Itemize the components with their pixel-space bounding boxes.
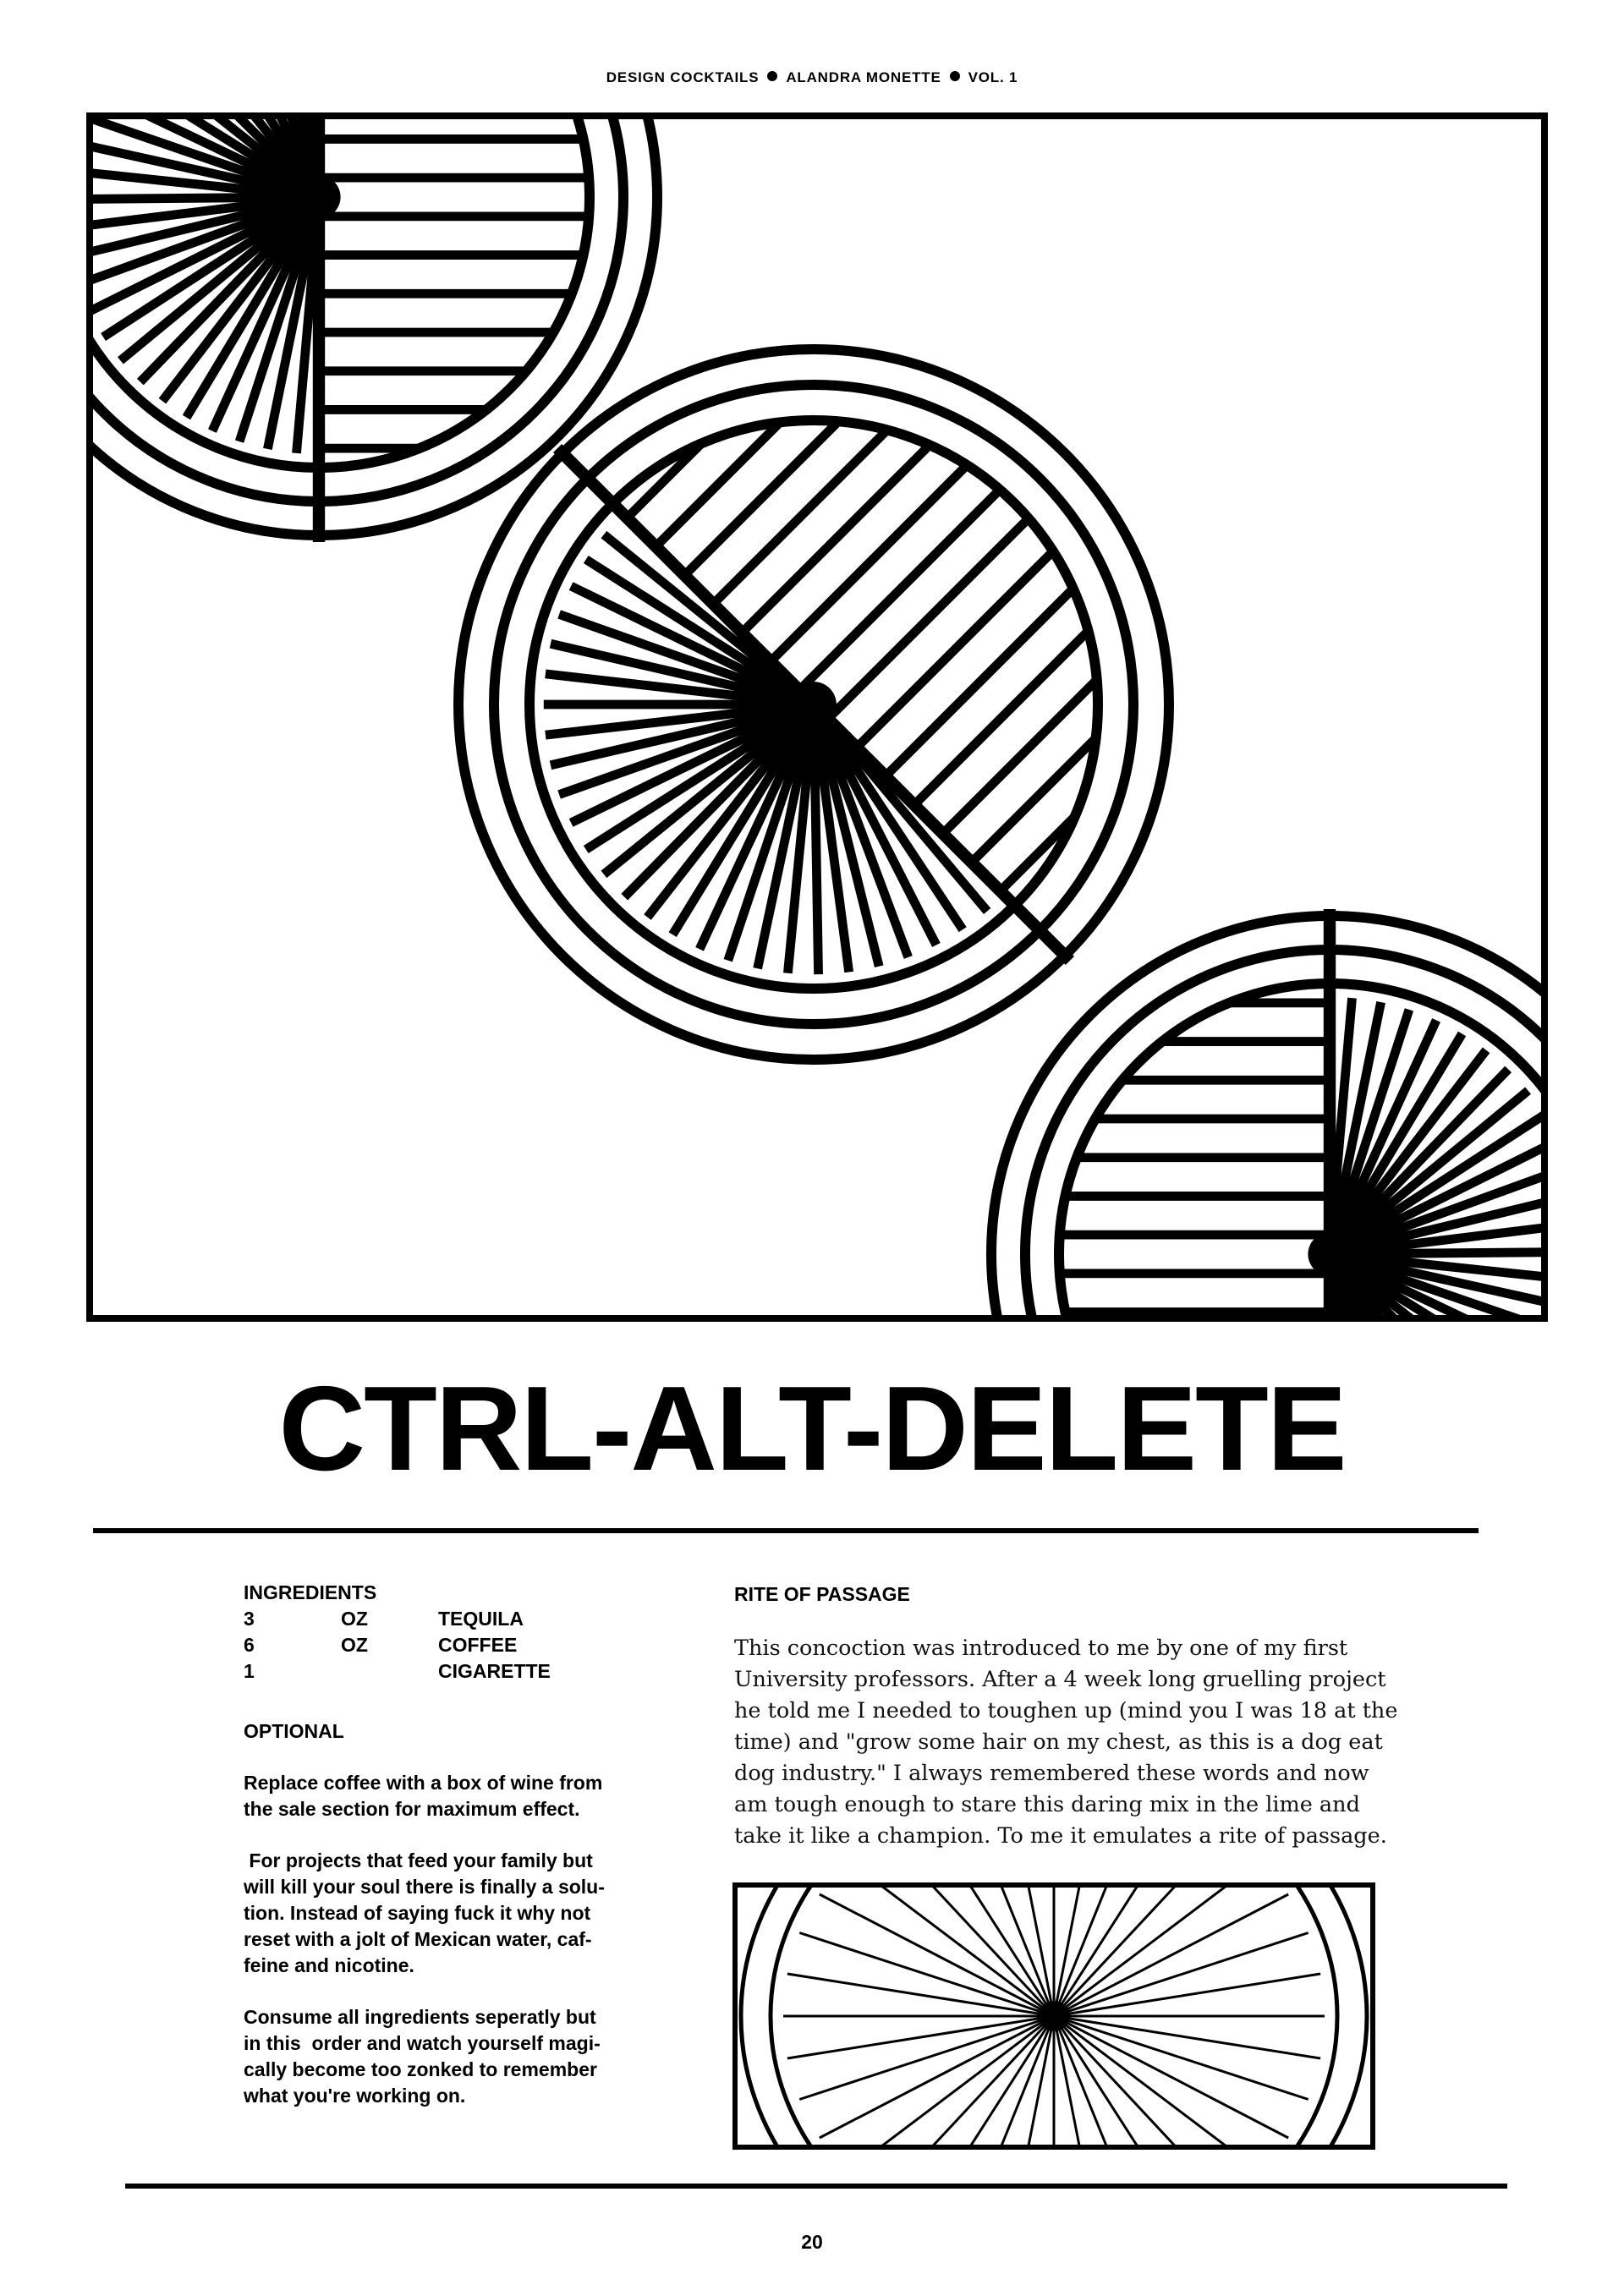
text-line: This concoction was introduced to me by one of my first xyxy=(734,1636,1348,1661)
text-line: University professors. After a 4 week long gruelling project xyxy=(734,1667,1386,1692)
rite-column xyxy=(734,1581,1402,1852)
lime-slices-illustration xyxy=(86,112,1548,1322)
ingredient-row xyxy=(244,1632,683,1658)
ingredient-name: TEQUILA xyxy=(438,1608,524,1630)
text-line: in this order and watch yourself magi- xyxy=(244,2032,601,2054)
ray xyxy=(86,197,303,199)
header-publication: DESIGN COCKTAILS xyxy=(606,69,760,85)
text-line: dog industry." I always remembered these words and now xyxy=(734,1761,1369,1786)
text-line: Replace coffee with a box of wine from xyxy=(244,1772,603,1794)
rays xyxy=(86,112,317,453)
ingredient-unit: OZ xyxy=(341,1608,368,1630)
sunburst-ray xyxy=(847,1882,1054,2016)
ingredient-quantity: 3 xyxy=(244,1608,255,1630)
ray xyxy=(1346,1252,1548,1253)
stripe xyxy=(742,432,943,633)
text-line: he told me I needed to toughen up (mind you I was 18 at the xyxy=(734,1698,1398,1723)
text-line: what you're working on. xyxy=(244,2085,466,2107)
text-line: am tough enough to stare this daring mix in the lime and xyxy=(734,1792,1360,1817)
ingredient-quantity: 6 xyxy=(244,1634,255,1656)
ingredient-name: CIGARETTE xyxy=(438,1660,551,1682)
stripe xyxy=(828,518,1029,719)
ingredients-list xyxy=(244,1606,683,1685)
text-line: will kill your soul there is finally a solu- xyxy=(244,1876,605,1898)
sunburst-ray xyxy=(1054,2016,1261,2150)
rite-heading: RITE OF PASSAGE xyxy=(734,1583,910,1605)
ingredients-column xyxy=(244,1580,683,2109)
text-line: take it like a champion. To me it emulates a rite of passage. xyxy=(734,1823,1387,1849)
optional-paragraph xyxy=(244,1770,683,1822)
ingredient-name: COFFEE xyxy=(438,1634,518,1656)
lime-slice-1 xyxy=(86,112,657,542)
stripe xyxy=(799,489,1001,690)
text-line: feine and nicotine. xyxy=(244,1954,414,1976)
ingredients-heading: INGREDIENTS xyxy=(244,1581,377,1603)
text-line: cally become too zonked to remember xyxy=(244,2058,597,2080)
text-line: reset with a jolt of Mexican water, caf- xyxy=(244,1928,592,1950)
bullet-dot-icon xyxy=(767,71,777,81)
text-line: tion. Instead of saying fuck it why not xyxy=(244,1902,591,1924)
sunburst-ray xyxy=(1054,1882,1261,2016)
title-divider xyxy=(93,1528,1479,1533)
stripe xyxy=(857,546,1058,748)
ingredient-row xyxy=(244,1606,683,1632)
footer-divider xyxy=(125,2184,1507,2189)
stripe xyxy=(886,575,1087,776)
rays xyxy=(1331,998,1548,1322)
cocktail-title: CTRL-ALT-DELETE xyxy=(278,1362,1346,1496)
lime-slice-3 xyxy=(991,909,1548,1322)
header-author: ALANDRA MONETTE xyxy=(786,69,941,85)
ingredient-unit: OZ xyxy=(341,1634,368,1656)
lime-slice-2 xyxy=(306,197,1321,1212)
bullet-dot-icon xyxy=(950,71,960,81)
optional-paragraph xyxy=(244,2004,683,2109)
sunburst-illustration-frame xyxy=(732,1882,1375,2150)
running-header xyxy=(0,69,1624,86)
cut-line xyxy=(313,112,325,542)
ingredient-quantity: 1 xyxy=(244,1660,255,1682)
sunburst-center xyxy=(1039,2001,1069,2031)
header-volume: VOL. 1 xyxy=(968,69,1018,85)
text-line: For projects that feed your family but xyxy=(244,1849,593,1871)
cut-line xyxy=(1324,909,1336,1322)
optional-heading: OPTIONAL xyxy=(244,1720,344,1742)
optional-text xyxy=(244,1770,683,2109)
sunburst-ray xyxy=(847,2016,1054,2150)
stripe xyxy=(771,461,972,662)
sunburst-illustration xyxy=(732,1882,1375,2150)
middle-ring xyxy=(86,112,623,501)
optional-paragraph xyxy=(244,1848,683,1979)
text-line: the sale section for maximum effect. xyxy=(244,1798,580,1820)
page-number: 20 xyxy=(801,2231,823,2253)
rite-body-text xyxy=(734,1633,1402,1852)
ingredient-unit xyxy=(341,1658,438,1685)
cocktail-illustration-frame xyxy=(86,112,1548,1322)
text-line: Consume all ingredients seperatly but xyxy=(244,2006,596,2028)
text-line: time) and "grow some hair on my chest, as this is a dog eat xyxy=(734,1729,1383,1755)
ingredient-row xyxy=(244,1658,683,1685)
